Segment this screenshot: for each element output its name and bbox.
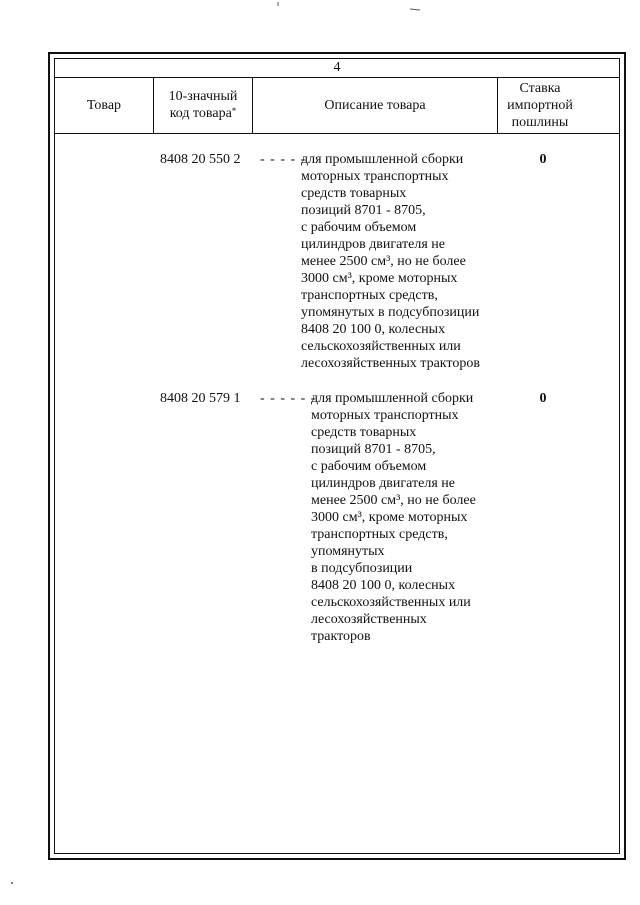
page-number: 4	[55, 59, 619, 78]
header-rate-line2: импортной	[507, 97, 573, 113]
header-description-label: Описание товара	[324, 97, 426, 113]
product-description: для промышленной сборки моторных транспортных средств товарных позиций 8701 - 8705, с рабочим объемом цилиндров двигателя не менее 2500 см³, но не более 3000 см³, кроме моторных транспортных средств, упомянутых в подсубпозиции 8408 20 100 0, колесных сельскохозяйственных или лесохозяйственных тракторов	[311, 391, 476, 644]
header-description	[253, 77, 498, 133]
scan-speck	[11, 882, 13, 884]
header-product	[55, 77, 154, 133]
header-code-footnote-mark: *	[231, 106, 237, 116]
header-code	[154, 77, 253, 133]
product-description: для промышленной сборки моторных транспортных средств товарных позиций 8701 - 8705, с рабочим объемом цилиндров двигателя не менее 2500 см³, но не более 3000 см³, кроме моторных транспортных средств, упомянутых в подсубпозиции 8408 20 100 0, колесных сельскохозяйственных или лесохозяйственных тракторов	[301, 152, 480, 371]
header-rate	[498, 77, 582, 133]
table-header	[55, 77, 619, 134]
header-code-line2: код товара	[169, 106, 232, 121]
import-duty-rate: 0	[539, 152, 547, 167]
header-code-line1: 10-значный	[168, 89, 238, 104]
table	[54, 58, 620, 854]
scan-speck	[410, 9, 420, 10]
header-rate-line1: Ставка	[519, 80, 561, 96]
product-code: 8408 20 550 2	[160, 152, 241, 167]
header-rate-line3: пошлины	[511, 114, 569, 130]
document-frame	[48, 52, 626, 860]
product-code: 8408 20 579 1	[160, 391, 241, 406]
indent-dashes: - - - - -	[260, 152, 307, 167]
header-product-label: Товар	[86, 97, 122, 113]
indent-dashes: - - - - - -	[260, 391, 317, 406]
import-duty-rate: 0	[539, 391, 547, 406]
